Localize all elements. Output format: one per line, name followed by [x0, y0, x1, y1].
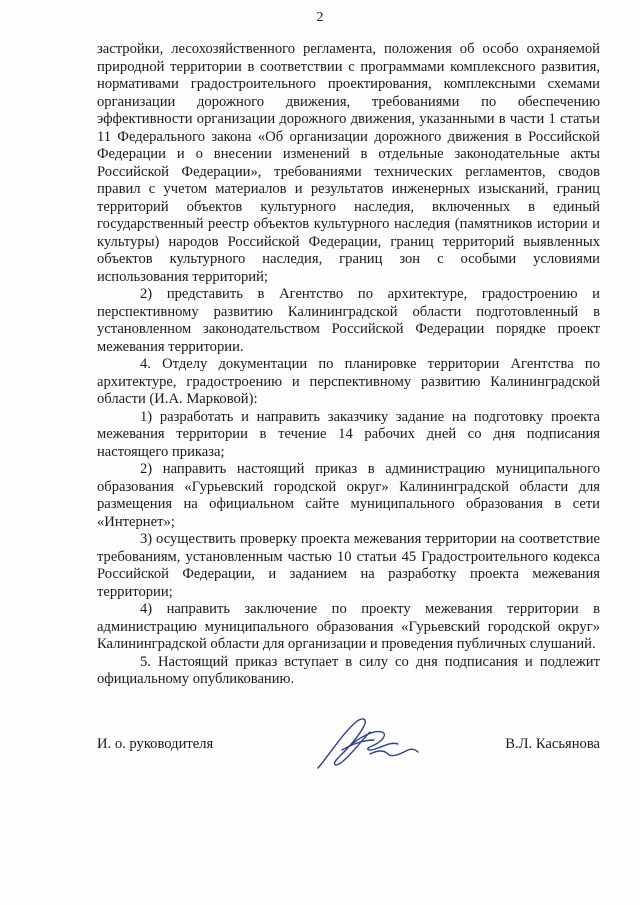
paragraph-continuation: застройки, лесохозяйственного регламента, положения об особо охраняемой природной территории в соответствии с программами комплексного развития, нормативами градостроительного проектирования, комплексными схемами организации дорожного движения, требованиями по обеспечению эффективности организации дорожного движения, указанными в части 1 статьи 11 Федерального закона «Об организации дорожного движения в Российской Федерации и о внесении изменений в отдельные законодательные акты Российской Федерации», требованиями технических регламентов, сводов правил с учетом материалов и результатов инженерных изысканий, границ территорий объектов культурного наследия, включенных в единый государственный реестр объектов культурного наследия (памятников истории и культуры) народов Российской Федерации, границ территорий выявленных объектов культурного наследия, границ зон с особыми условиями использования территорий;	[97, 41, 600, 285]
paragraph-subitem-2: 2) направить настоящий приказ в администрацию муниципального образования «Гурьевский городской округ» Калининградской области для размещения на официальном сайте муниципального образования в сети «Интернет»;	[97, 461, 600, 530]
signatory-name: В.Л. Касьянова	[505, 736, 600, 752]
document-body	[97, 41, 600, 689]
paragraph-subitem-4: 4) направить заключение по проекту межевания территории в администрацию муниципального образования «Гурьевский городской округ» Калининградской области для организации и проведения публичных слушаний.	[97, 601, 600, 652]
handwritten-signature-icon	[312, 714, 422, 774]
paragraph-section-4: 4. Отделу документации по планировке территории Агентства по архитектуре, градостроению и перспективному развитию Калининградской области (И.А. Марковой):	[97, 356, 600, 407]
signatory-title: И. о. руководителя	[97, 736, 214, 752]
page-number: 2	[316, 10, 324, 25]
paragraph-section-5: 5. Настоящий приказ вступает в силу со дня подписания и подлежит официальному опубликованию.	[97, 653, 600, 687]
paragraph-item-2: 2) представить в Агентство по архитектуре, градостроению и перспективному развитию Калининградской области подготовленный в установленном законодательством Российской Федерации порядке проект межевания территории.	[97, 286, 600, 355]
paragraph-subitem-1: 1) разработать и направить заказчику задание на подготовку проекта межевания территории в течение 14 рабочих дней со дня подписания настоящего приказа;	[97, 408, 600, 460]
paragraph-subitem-3: 3) осуществить проверку проекта межевания территории на соответствие требованиям, установленным частью 10 статьи 45 Градостроительного кодекса Российской Федерации, и заданием на разработку проекта межевания территории;	[97, 531, 600, 600]
